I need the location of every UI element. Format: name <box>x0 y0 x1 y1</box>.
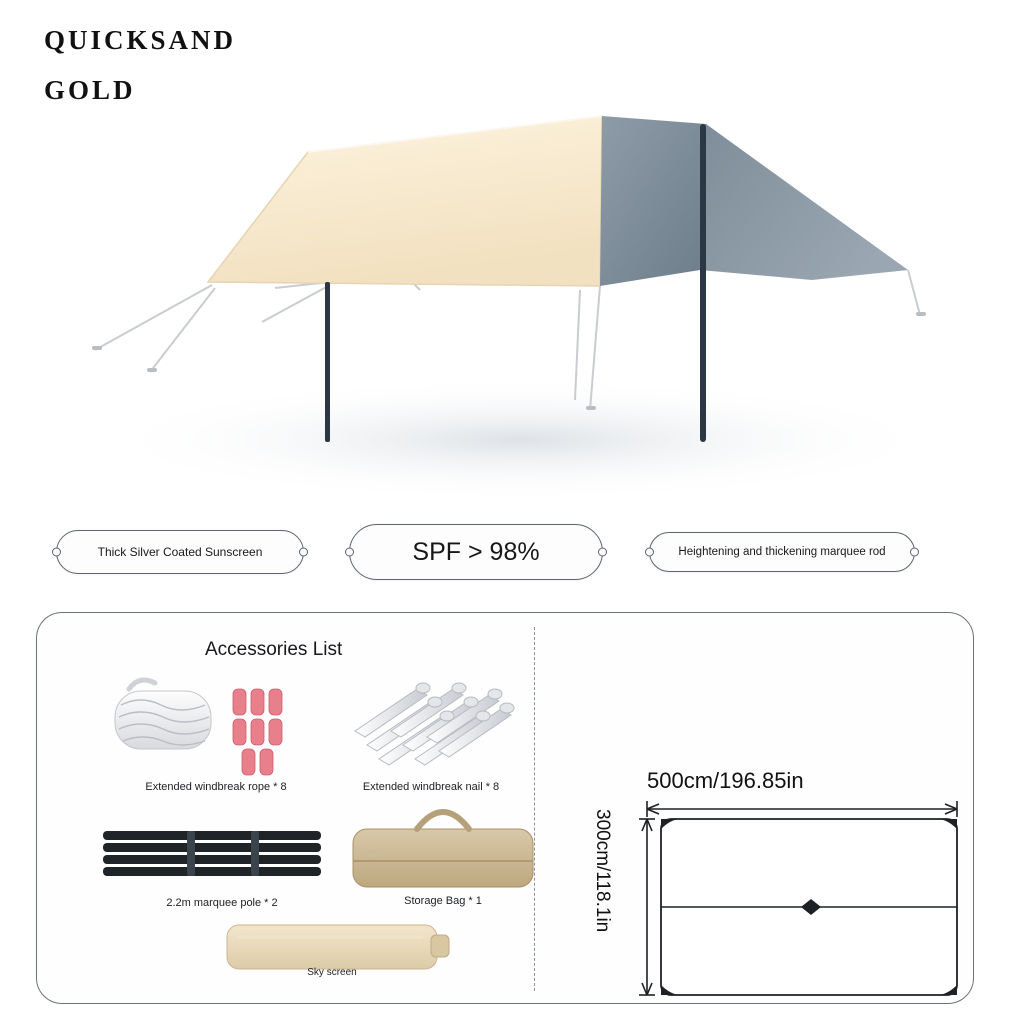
pole-right <box>700 124 706 442</box>
panel-divider <box>534 627 535 991</box>
tarp-canopy-graphic <box>0 110 1014 510</box>
marquee-poles-icon <box>103 831 321 876</box>
dimension-diagram <box>557 763 967 1003</box>
product-illustration <box>0 110 1014 510</box>
accessories-and-dimensions-panel <box>36 612 974 1004</box>
canopy-shade-panel <box>600 116 706 286</box>
title-line-2: GOLD <box>44 74 136 105</box>
title-line-1: QUICKSAND <box>44 25 237 55</box>
accessory-caption-stakes: Extended windbreak nail * 8 <box>362 781 500 793</box>
feature-pill-marquee-rod[interactable] <box>649 532 915 572</box>
height-dimension-arrow <box>639 819 655 995</box>
accessories-list-heading: Accessories List <box>205 639 343 660</box>
feature-pill-spf-label: SPF > 98% <box>412 537 540 566</box>
accessory-caption-rope: Extended windbreak rope * 8 <box>145 781 287 793</box>
pole-left <box>325 282 330 442</box>
height-dimension-label: 300cm/118.1in <box>592 809 613 933</box>
feature-pill-row <box>0 524 1014 586</box>
rope-bundle-icon <box>115 680 211 749</box>
storage-bag-icon <box>353 812 533 887</box>
canopy-main-panel <box>208 116 602 286</box>
width-dimension-label: 500cm/196.85in <box>647 768 804 793</box>
feature-pill-sunscreen-label: Thick Silver Coated Sunscreen <box>97 545 263 559</box>
tarp-footprint-shape <box>661 819 957 995</box>
feature-pill-marquee-rod-label: Heightening and thickening marquee rod <box>678 546 886 558</box>
rope-tensioners-icon <box>233 689 282 775</box>
accessories-graphics <box>37 613 534 1003</box>
stakes-icon <box>355 683 514 765</box>
sky-screen-icon <box>227 925 449 969</box>
accessory-caption-poles: 2.2m marquee pole * 2 <box>166 897 278 909</box>
ground-shadow <box>90 378 950 502</box>
width-dimension-arrow <box>647 801 957 817</box>
page-title <box>44 16 236 116</box>
accessory-caption-sky-screen: Sky screen <box>307 967 357 978</box>
canopy-right-panel <box>700 124 908 280</box>
feature-pill-spf[interactable] <box>349 524 603 580</box>
accessory-caption-bag: Storage Bag * 1 <box>404 895 482 907</box>
feature-pill-sunscreen[interactable] <box>56 530 304 574</box>
